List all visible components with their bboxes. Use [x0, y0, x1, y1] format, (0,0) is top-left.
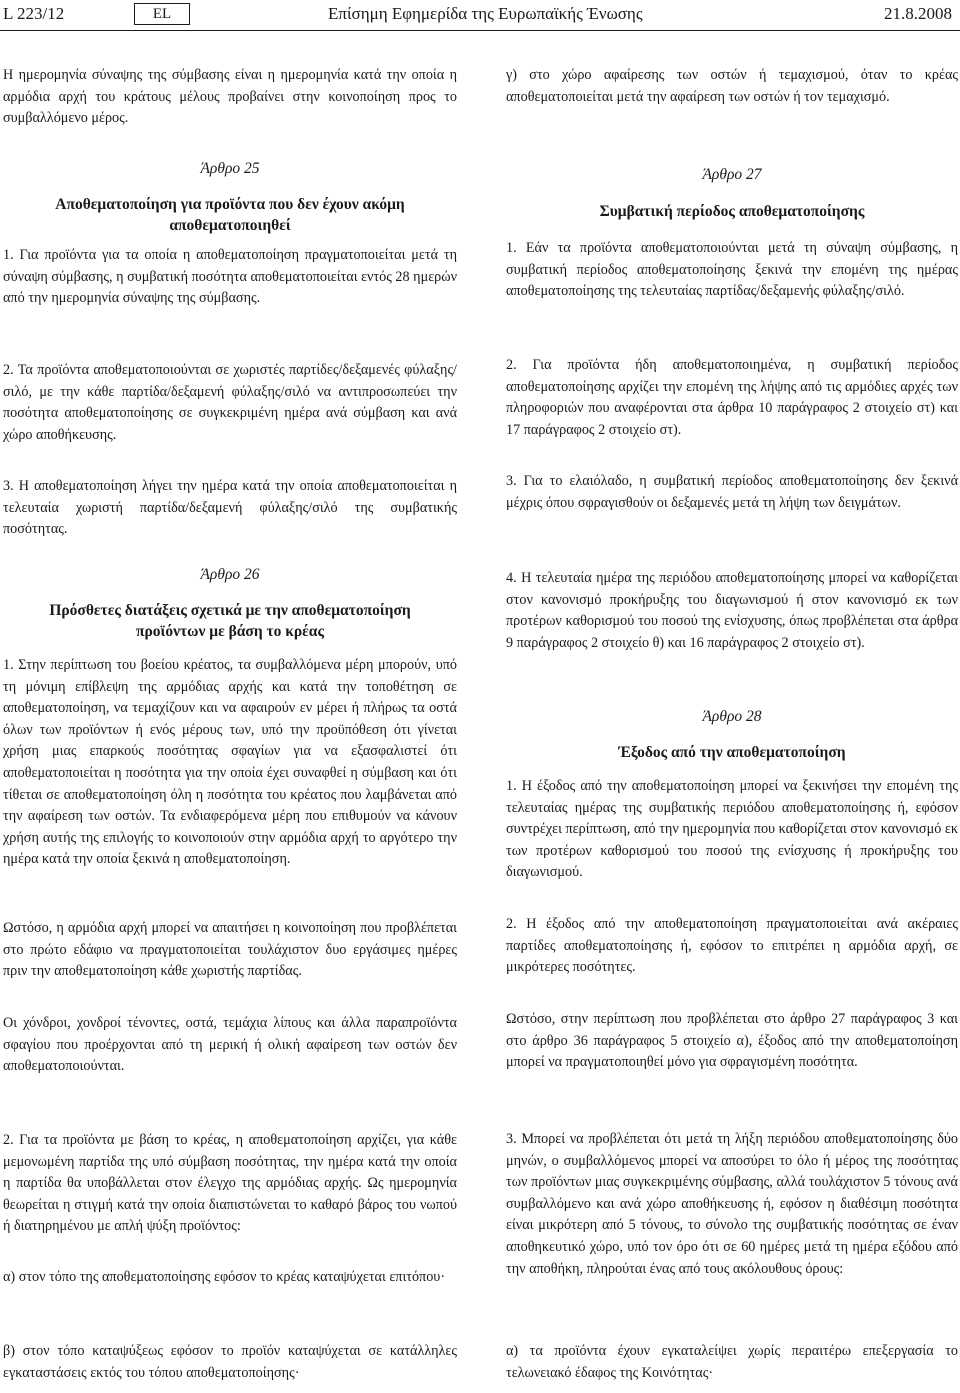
header-rule [0, 30, 960, 31]
article-26-item-a: α) στον τόπο της αποθεματοποίησης εφόσον το κρέας καταψύχεται επιτόπου· [3, 1269, 446, 1285]
article-27-paragraph-1: 1. Εάν τα προϊόντα αποθεματοποιούνται μετά τη σύναψη σύμβασης, η συμβατική περίοδος αποθεματοποίησης ξεκινά την επομένη της ημέρας αποθεματοποίησης της τελευταίας παρτίδας/δεξαμενής φύλαξης/σιλό. [506, 240, 958, 300]
article-28-paragraph-1: 1. Η έξοδος από την αποθεματοποίηση μπορεί να ξεκινήσει την επομένη της τελευταίας ημέρας της συμβατικής περιόδου αποθεματοποίησης ή, εφόσον συντρέχει περίπτωση, από την ημερομηνία που καθορίζεται στον κανονισμό εκ των προτέρων καθορισμού του ποσού της ενίσχυσης ή προκήρυξης του διαγωνισμού. [506, 778, 958, 881]
intro-paragraph: Η ημερομηνία σύναψης της σύμβασης είναι η ημερομηνία κατά την οποία η αρμόδια αρχή του κράτους μέλους προβαίνει στην κοινοποίηση προς το συμβαλλόμενο μέρος. [3, 67, 457, 127]
language-badge: EL [134, 3, 190, 25]
publication-date: 21.8.2008 [884, 4, 952, 23]
article-25-number: Άρθρο 25 [200, 160, 260, 177]
article-27-paragraph-2: 2. Για προϊόντα ήδη αποθεματοποιημένα, η συμβατική περίοδος αποθεματοποίησης αρχίζει την επομένη της λήψης από τις αρμόδιες αρχές των πληροφοριών που αναφέρονται στα άρθρα 10 παράγραφος 2 στοιχείο στ) και 17 παράγραφος 2 στοιχείο στ). [506, 357, 958, 438]
article-26-paragraph-1c: Οι χόνδροι, χονδροί τένοντες, οστά, τεμάχια λίπους και άλλα παραπροϊόντα σφαγίου που προέρχονται από τη μερική ή ολική αφαίρεση των οστών δεν αποθεματοποιούνται. [3, 1015, 457, 1075]
article-25-paragraph-3: 3. Η αποθεματοποίηση λήγει την ημέρα κατά την οποία αποθεματοποιείται η τελευταία χωριστή παρτίδα/δεξαμενή φύλαξης/σιλό της συμβατικής ποσότητας. [3, 478, 457, 538]
article-27-paragraph-3: 3. Για το ελαιόλαδο, η συμβατική περίοδος αποθεματοποίησης δεν ξεκινά μέχρις όπου σφραγισθούν οι δεξαμενές μετά τη λήψη των δειγμάτων. [506, 473, 958, 511]
article-27-paragraph-4: 4. Η τελευταία ημέρα της περιόδου αποθεματοποίησης μπορεί να καθορίζεται στον κανονισμό προκήρυξης του διαγωνισμού ή στον κανονισμό εκ των προτέρων καθορισμού του ποσού της ενίσχυσης, όπως προβλέπεται στα άρθρα 9 παράγραφος 2 στοιχείο θ) και 16 παράγραφος 2 στοιχείο στ). [506, 570, 958, 651]
article-25-paragraph-2: 2. Τα προϊόντα αποθεματοποιούνται σε χωριστές παρτίδες/δεξαμενές φύλαξης/σιλό, με την κάθε παρτίδα/δεξαμενή φύλαξης/σιλό να αντιπροσωπεύει την ποσότητα αποθεματοποίησης σε συγκεκριμένη ημέρα ανά σύμβαση και ανά χώρο αποθήκευσης. [3, 362, 457, 443]
article-28-item-a: α) τα προϊόντα έχουν εγκαταλείψει χωρίς περαιτέρω επεξεργασία το τελωνειακό έδαφος της Κοινότητας· [506, 1343, 958, 1381]
article-25-title: Αποθεματοποίηση για προϊόντα που δεν έχουν ακόμη αποθεματοποιηθεί [55, 196, 405, 234]
article-28-number: Άρθρο 28 [702, 708, 762, 725]
article-27-title: Συμβατική περίοδος αποθεματοποίησης [599, 203, 865, 220]
article-26-title: Πρόσθετες διατάξεις σχετικά με την αποθεματοποίηση προϊόντων με βάση το κρέας [49, 602, 411, 640]
article-28-paragraph-3: 3. Μπορεί να προβλέπεται ότι μετά τη λήξη περιόδου αποθεματοποίησης δύο μηνών, ο συμβαλλόμενος μπορεί να αποσύρει το όλο ή μέρος της ποσότητας των προϊόντων μιας συγκεκριμένης σύμβασης, αλλά τουλάχιστον 5 τόνους ανά συμβαλλόμενο και ανά χώρο αποθήκευσης ή, εφόσον η διαθέσιμη ποσότητα είναι μικρότερη από 5 τόνους, το σύνολο της συμβατικής ποσότητας σε έναν αποθηκευτικό χώρο, υπό τον όρο ότι σε 60 ημέρες μετά τη ημέρα εξόδου από την αποθήκη, πληρούται ένας από τους ακόλουθους όρους: [506, 1131, 958, 1277]
page-header [0, 0, 960, 34]
article-28-title: Έξοδος από την αποθεματοποίηση [618, 744, 846, 761]
article-26-number: Άρθρο 26 [200, 566, 260, 583]
article-26-paragraph-2: 2. Για τα προϊόντα με βάση το κρέας, η αποθεματοποίηση αρχίζει, για κάθε μεμονωμένη παρτίδα της υπό σύμβαση ποσότητας, την ημέρα κατά την οποία η παρτίδα θα υποβάλλεται στον έλεγχο της αρμόδιας αρχής. Ως ημερομηνία θεωρείται η στιγμή κατά την οποία διαπιστώνεται το καθαρό βάρος του νωπού ή διατηρημένου με απλή ψύξη προϊόντος: [3, 1132, 457, 1235]
journal-title: Επίσημη Εφημερίδα της Ευρωπαϊκής Ένωσης [328, 4, 643, 23]
article-26-paragraph-1: 1. Στην περίπτωση του βοείου κρέατος, τα συμβαλλόμενα μέρη μπορούν, υπό τη μόνιμη επίβλεψη της αρμόδιας αρχής και κατά την τοποθέτηση σε αποθεματοποίηση, να τεμαχίζουν και να αφαιρούν εν μέρει ή πλήρως τα οστά όλων των προϊόντων ή ενός μέρους των, υπό την προϋπόθεση ότι γίνεται χρήση μιας επαρκούς ποσότητας σφαγίων για να εξασφαλιστεί ότι αποθεματοποιείται η ποσότητα για την οποία έχει συναφθεί η σύμβαση και ότι τίθεται σε αποθεματοποίηση όλη η ποσότητα του κρέατος που λαμβάνεται από την αφαίρεση των οστών. Τα ενδιαφερόμενα μέρη που επιθυμούν να κάνουν χρήση αυτής της επιλογής το κοινοποιούν στην αρμόδια αρχή το αργότερο την ημέρα κατά την οποία ξεκινά η αποθεματοποίηση. [3, 657, 457, 868]
article-28-paragraph-2b: Ωστόσο, στην περίπτωση που προβλέπεται στο άρθρο 27 παράγραφος 3 και στο άρθρο 36 παράγραφος 5 στοιχείο α), έξοδος από την αποθεματοποίηση μπορεί να πραγματοποιηθεί μόνο για σφραγισμένη ποσότητα. [506, 1011, 958, 1071]
article-26-paragraph-1b: Ωστόσο, η αρμόδια αρχή μπορεί να απαιτήσει η κοινοποίηση που προβλέπεται στο πρώτο εδάφιο να πραγματοποιείται τουλάχιστον δυο εργάσιμες ημέρες πριν την αποθεματοποίηση κάθε χωριστής παρτίδας. [3, 920, 457, 980]
article-26-item-b: β) στον τόπο καταψύξεως εφόσον το προϊόν καταψύχεται σε κατάλληλες εγκαταστάσεις εκτός του τόπου αποθεματοποίησης· [3, 1343, 457, 1381]
page-number: L 223/12 [3, 4, 65, 23]
article-25-paragraph-1: 1. Για προϊόντα για τα οποία η αποθεματοποίηση πραγματοποιείται μετά τη σύναψη σύμβασης, η συμβατική ποσότητα αποθεματοποιείται εντός 28 ημερών από την ημερομηνία σύναψης της σύμβασης. [3, 247, 457, 307]
item-gamma: γ) στο χώρο αφαίρεσης των οστών ή τεμαχισμού, όταν το κρέας αποθεματοποιείται μετά την αφαίρεση των οστών ή τον τεμαχισμό. [506, 67, 958, 105]
article-27-number: Άρθρο 27 [702, 166, 762, 183]
article-28-paragraph-2: 2. Η έξοδος από την αποθεματοποίηση πραγματοποιείται ανά ακέραιες παρτίδες αποθεματοποίησης ή, εφόσον το επιτρέπει η αρμόδια αρχή, σε μικρότερες ποσότητες. [506, 916, 958, 976]
